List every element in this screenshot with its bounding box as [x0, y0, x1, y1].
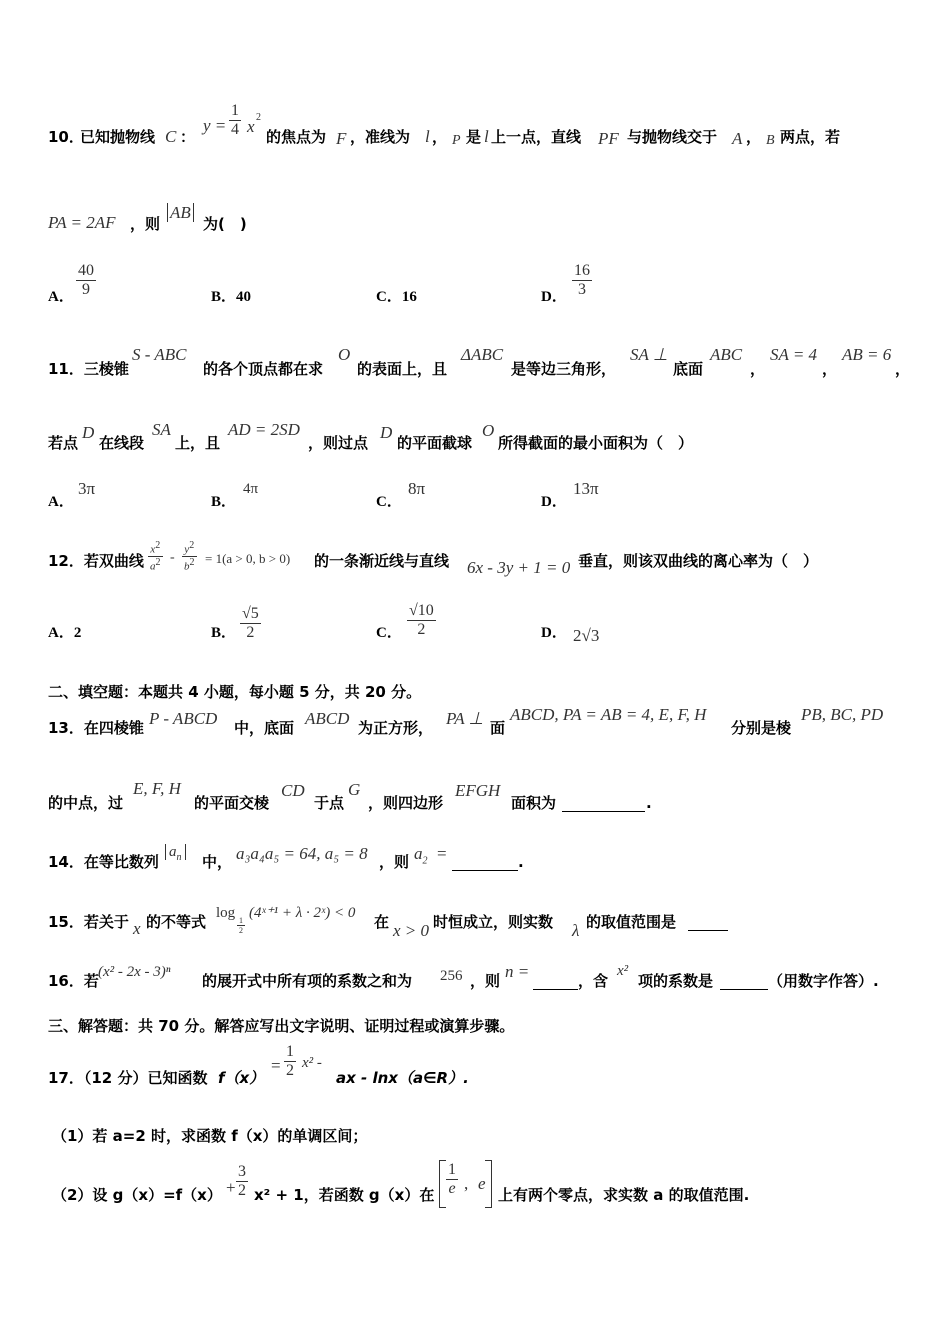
q11-SA4: SA = 4	[770, 345, 818, 364]
q13-CD: CD	[281, 781, 305, 800]
q12-number: 12．若双曲线	[48, 552, 144, 570]
q13-text-4: 分别是棱	[731, 719, 792, 737]
q10-text-2: 的焦点为	[266, 128, 327, 146]
q17-32-num: 3	[238, 1163, 246, 1180]
q13-text-5: 的中点，过	[48, 794, 124, 812]
q15-x: x	[133, 919, 141, 938]
q11-text-10: 所得截面的最小面积为（ ）	[498, 434, 694, 452]
q11-SA: SA	[152, 420, 171, 439]
section-2-heading: 二、填空题：本题共 4 小题，每小题 5 分，共 20 分。	[48, 683, 422, 701]
q12-x-num: $x^2$	[150, 540, 161, 556]
q11-option-A-value: 3π	[78, 479, 96, 498]
q10-option-C: C．16	[376, 289, 417, 305]
q16-number: 16．若	[48, 972, 99, 990]
q11-AD: AD = 2SD	[228, 420, 300, 439]
q12-option-C-value	[407, 602, 436, 639]
q12-optB-num: √5	[242, 605, 259, 622]
q16-expression: (x² - 2x - 3)ⁿ	[98, 964, 171, 980]
q12-b: b	[184, 560, 190, 573]
q11-ABC: ABC	[710, 345, 743, 364]
q13-PA-perp: PA ⊥	[446, 709, 484, 728]
q11-option-B-label: B．	[211, 494, 237, 510]
q12-line: 6x - 3y + 1 = 0	[467, 558, 571, 577]
q13-EFH: E, F, H	[133, 779, 181, 798]
q13-P-ABCD: P - ABCD	[149, 709, 218, 728]
q17-int-den	[446, 1180, 457, 1198]
q12-text-1: 的一条渐近线与直线	[314, 552, 450, 570]
q10-l: l	[425, 127, 430, 146]
q15-text-4: 的取值范围是	[586, 913, 677, 931]
q11-comma-3: ，	[895, 360, 911, 378]
q16-x2: x²	[617, 963, 629, 979]
q16-text-1: 的展开式中所有项的系数之和为	[202, 972, 413, 990]
q12-y: y	[184, 543, 190, 556]
q14-answer-blank[interactable]	[452, 856, 518, 871]
q13-text-1: 中，底面	[234, 719, 295, 737]
q10-B: B	[766, 133, 775, 148]
q16-text-2: ，则	[470, 972, 501, 990]
q12-a-den: $a^2$	[150, 556, 161, 573]
q14-end: .	[518, 853, 524, 871]
q14-a2-sub: 2	[422, 855, 428, 867]
q13-G: G	[348, 780, 361, 799]
q10-fraction	[229, 102, 241, 139]
q14-eq: =	[437, 844, 447, 863]
q10-F: F	[336, 129, 347, 148]
q12-optC-den: 2	[417, 621, 426, 638]
q12-b-den: $b^2$	[184, 556, 195, 573]
q10-C: C	[165, 127, 177, 146]
q13-text-8: ，则四边形	[368, 794, 444, 812]
q17-interval-right-bracket	[485, 1160, 492, 1208]
q10-option-B: B．40	[211, 289, 252, 305]
q10-frac-num: 1	[231, 102, 239, 119]
q17-interval-left-bracket	[439, 1160, 446, 1208]
q14-seq-sub: n	[176, 852, 182, 863]
q10-text-4: 是	[466, 128, 482, 146]
q11-text-1: 的各个顶点都在求	[203, 360, 324, 378]
q11-S-ABC: S - ABC	[132, 345, 187, 364]
q10-comma-2: ，	[746, 128, 762, 146]
q11-option-C-label: C．	[376, 494, 402, 510]
q16-answer-blank-coef[interactable]	[720, 975, 768, 990]
q17-part-2-x2: x² + 1，若函数 g（x）在	[254, 1186, 435, 1204]
q14-a2-base: a	[414, 844, 423, 863]
q10-P: P	[452, 133, 461, 148]
q11-text-2: 的表面上，且	[357, 360, 448, 378]
q11-number: 11．三棱锥	[48, 360, 129, 378]
q15-domain: x > 0	[393, 921, 430, 940]
q10-AB-abs: AB	[167, 203, 194, 222]
q15-base-den: 2	[239, 926, 243, 935]
q17-part-2-b: 上有两个零点，求实数 a 的取值范围.	[498, 1186, 750, 1204]
q17-x2: x² -	[302, 1055, 322, 1071]
q10-text-6: 与抛物线交于	[627, 128, 718, 146]
q12-optC-num: √10	[409, 602, 434, 619]
q17-interval-lower	[446, 1161, 458, 1198]
q15-inequality: (4ˣ⁺¹ + λ · 2ˣ) < 0	[249, 905, 356, 921]
q12-x: x	[150, 543, 156, 556]
q11-text-4: 底面	[673, 360, 704, 378]
q13-text-6: 的平面交棱	[194, 794, 270, 812]
q12-option-B-value	[240, 605, 261, 642]
q12-minus: -	[170, 550, 175, 565]
q17-interval-sep: ,	[464, 1174, 469, 1193]
q12-y-num: $y^2$	[184, 540, 195, 556]
q10-PF: PF	[598, 129, 619, 148]
q11-dABC: ΔABC	[461, 345, 504, 364]
q16-text-5: （用数字作答）.	[768, 972, 879, 990]
section-3-heading: 三、解答题：共 70 分。解答应写出文字说明、证明过程或演算步骤。	[48, 1017, 515, 1035]
q17-three-halves	[236, 1163, 248, 1200]
q10-text-7: 两点，若	[780, 128, 841, 146]
q10-AB	[167, 203, 194, 223]
q11-option-B-value: 4π	[243, 481, 259, 497]
q17-half-num: 1	[286, 1043, 294, 1060]
q13-edges: PB, BC, PD	[801, 705, 884, 724]
q11-O2: O	[482, 421, 495, 440]
q11-D: D	[82, 423, 95, 442]
q11-AB6: AB = 6	[842, 345, 892, 364]
q13-text-3: 面	[490, 719, 506, 737]
q10-colon: ：	[180, 128, 196, 146]
q10-text-3: ，准线为	[350, 128, 411, 146]
q12-option-D-label: D．	[541, 625, 567, 641]
q10-optA-num: 40	[78, 262, 94, 279]
q10-text-8: ，则	[130, 215, 161, 233]
q12-option-C-label: C．	[376, 625, 402, 641]
q11-text-3: 是等边三角形，	[511, 360, 617, 378]
q13-text-9: 面积为	[511, 794, 557, 812]
q11-text-7: 上，且	[175, 434, 221, 452]
q13-text-7: 于点	[314, 794, 345, 812]
q17-interval-upper: e	[478, 1174, 486, 1193]
q17-half-den: 2	[286, 1062, 294, 1079]
q14-a2	[414, 844, 428, 871]
q17-part-2-a: （2）设 g（x）=f（x）	[52, 1186, 222, 1204]
q11-option-C-value: 8π	[408, 479, 426, 498]
q10-text-9: 为( )	[203, 215, 247, 233]
q13-ABCD: ABCD	[305, 709, 350, 728]
q13-number: 13．在四棱锥	[48, 719, 144, 737]
q10-option-D-label: D．	[541, 289, 567, 305]
q17-part-1: （1）若 a=2 时，求函数 f（x）的单调区间；	[52, 1127, 368, 1145]
q14-seq-a: a	[169, 844, 177, 860]
q14-text-2: ，则	[379, 853, 410, 871]
q10-number: 10．	[48, 128, 84, 146]
q17-f: f（x）	[218, 1069, 265, 1087]
q12-frac-y	[182, 540, 197, 572]
q15-log-base	[237, 916, 245, 935]
q12-a: a	[150, 560, 156, 573]
q16-sum: 256	[440, 968, 463, 984]
q10-option-D-value	[572, 262, 592, 299]
q10-optD-den: 3	[578, 281, 586, 298]
q13-EFGH: EFGH	[455, 781, 501, 800]
q12-frac-x	[148, 540, 163, 572]
q16-text-3: ，含	[578, 972, 609, 990]
q15-text-3: 时恒成立，则实数	[433, 913, 554, 931]
q16-n: n =	[505, 962, 530, 981]
q11-option-D-value: 13π	[573, 479, 599, 498]
q10-text-1: 已知抛物线	[80, 128, 156, 146]
q15-text-2: 在	[374, 913, 390, 931]
q14-sequence	[165, 842, 186, 868]
q11-text-8: ，则过点	[308, 434, 369, 452]
q17-number: 17．（12 分）已知函数	[48, 1069, 208, 1087]
q17-eq: =	[271, 1056, 281, 1075]
q17-rest: ax - lnx（a∈R）.	[336, 1069, 469, 1087]
q11-O: O	[338, 345, 351, 364]
q10-x: x	[247, 117, 255, 136]
q12-option-D-value: 2√3	[573, 626, 600, 645]
q16-answer-blank-n[interactable]	[533, 975, 578, 990]
q16-text-4: 项的系数是	[638, 972, 714, 990]
q11-comma-1: ，	[750, 360, 766, 378]
q12-text-2: 垂直，则该双曲线的离心率为（ ）	[578, 552, 819, 570]
q15-text-1: 的不等式	[146, 913, 207, 931]
q12-optB-den: 2	[246, 624, 255, 641]
q12-condition: = 1(a > 0, b > 0)	[205, 551, 291, 566]
q10-comma: ，	[432, 128, 448, 146]
q17-plus: +	[226, 1178, 236, 1197]
q13-condition: ABCD, PA = AB = 4, E, F, H	[510, 705, 707, 724]
q17-32-den: 2	[238, 1182, 246, 1199]
q17-int-num: 1	[448, 1161, 456, 1178]
q13-end: .	[646, 794, 652, 812]
q14-number: 14．在等比数列	[48, 853, 159, 871]
q15-number: 15．若关于	[48, 913, 129, 931]
q17-half	[284, 1043, 296, 1080]
q10-y-eq: y =	[203, 116, 227, 135]
q14-condition: a₃a₄a₅ = 64, a₅ = 8	[236, 844, 368, 863]
q10-condition: PA = 2AF	[48, 213, 116, 232]
q15-base-num: 1	[239, 916, 243, 925]
q11-option-D-label: D．	[541, 494, 567, 510]
q11-text-5: 若点	[48, 434, 79, 452]
q12-option-B-label: B．	[211, 625, 237, 641]
q10-text-5: 上一点，直线	[491, 128, 582, 146]
q12-option-A: A．2	[48, 625, 82, 641]
q13-answer-blank[interactable]	[562, 797, 645, 812]
q10-A: A	[732, 129, 743, 148]
q10-option-A-label: A．	[48, 289, 74, 305]
q17-int-e: e	[448, 1180, 456, 1197]
q10-option-A-value	[76, 262, 96, 299]
q10-frac-den: 4	[231, 121, 239, 138]
q10-optA-den: 9	[82, 281, 90, 298]
q15-lambda: λ	[572, 921, 580, 940]
q15-log: log	[216, 905, 236, 921]
q13-text-2: 为正方形，	[358, 719, 434, 737]
q10-l2: l	[484, 127, 489, 146]
q11-comma-2: ，	[822, 360, 838, 378]
q11-text-9: 的平面截球	[397, 434, 473, 452]
q11-text-6: 在线段	[99, 434, 145, 452]
q10-sq: 2	[256, 112, 261, 123]
q14-seq-braces	[165, 844, 186, 863]
q15-answer-blank[interactable]	[688, 916, 728, 931]
q11-D2: D	[380, 423, 393, 442]
q11-option-A-label: A．	[48, 494, 74, 510]
q11-SA-perp: SA ⊥	[630, 345, 668, 364]
q10-optD-num: 16	[574, 262, 590, 279]
q14-text-1: 中，	[202, 853, 233, 871]
